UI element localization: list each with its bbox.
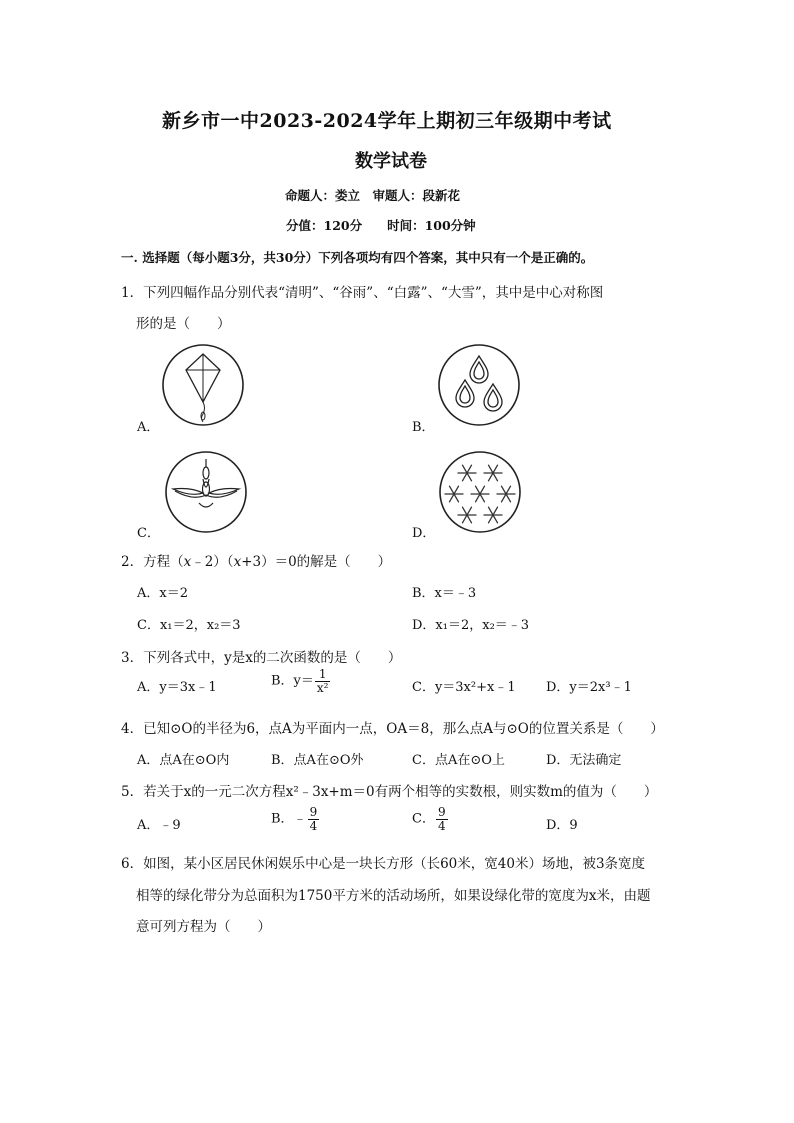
q1-option-a-label: A． [137,420,160,435]
q6-stem-line1: 6．如图，某小区居民休闲娱乐中心是一块长方形（长60米，宽40米）场地，被3条宽度 [121,856,646,872]
q2-option-a: A．x＝2 [137,586,188,601]
q5-option-b: B．﹣ $\frac{9}{4}$ [271,805,318,833]
q5-stem: 5．若关于x的一元二次方程x²﹣3x+m＝0有两个相等的实数根，则实数m的值为（ ） [121,784,658,800]
section-heading: 一. 选择题（每小题3分，共30分）下列各项均有四个答案，其中只有一个是正确的。 [121,250,594,265]
exam-title: 新乡市一中2023-2024学年上期初三年级期中考试 [162,110,612,132]
q1-option-d-label: D． [412,526,436,541]
q3-option-a: A．y＝3x﹣1 [137,680,217,695]
q5-option-c: C． $\frac{9}{4}$ [412,805,446,833]
q1-stem-line1: 1．下列四幅作品分别代表“清明”、“谷雨”、“白露”、“大雪”，其中是中心对称图 [121,285,604,301]
q4-option-c: C．点A在⊙O上 [412,753,505,768]
exam-score-time: 分值：120分 时间：100分钟 [286,218,476,233]
q5-option-c-fraction: $\frac{9}{4}$ [437,805,446,833]
q3-option-b-fraction: $\frac{1}{\text{x²}}$ [316,667,329,695]
q5-option-a: A．﹣9 [137,818,181,833]
q5-option-b-fraction: $\frac{9}{4}$ [309,805,318,833]
q1-stem-line2: 形的是（ ） [136,316,231,332]
bird-icon [163,449,249,535]
snowflakes-icon [437,449,523,535]
kite-icon [160,342,246,428]
raindrops-icon [436,342,522,428]
q1-option-c-label: C． [137,526,160,541]
q3-option-d: D．y＝2x³﹣1 [546,680,632,695]
q3-option-c: C．y＝3x²+x﹣1 [412,680,516,695]
q2-option-b: B．x＝﹣3 [412,586,477,601]
exam-subtitle: 数学试卷 [355,151,427,172]
q3-option-b: B．y＝ $\frac{1}{\text{x²}}$ [271,667,329,695]
q4-stem: 4．已知⊙O的半径为6，点A为平面内一点，OA＝8，那么点A与⊙O的位置关系是（ ） [121,721,664,737]
q2-option-c: C．x₁＝2，x₂＝3 [137,618,241,633]
q4-option-a: A．点A在⊙O内 [137,753,230,768]
q4-option-d: D．无法确定 [546,753,622,768]
exam-authors: 命题人：娄立 审题人：段新花 [285,188,461,203]
q4-option-b: B．点A在⊙O外 [271,753,364,768]
q1-option-b-label: B． [412,420,435,435]
q5-option-d: D．9 [546,818,578,833]
q2-stem: 2．方程（x﹣2）（x+3）＝0的解是（ ） [121,554,392,570]
q3-stem: 3．下列各式中，y是x的二次函数的是（ ） [121,650,402,666]
q6-stem-line2: 相等的绿化带分为总面积为1750平方米的活动场所，如果设绿化带的宽度为x米，由题 [136,888,651,904]
q6-stem-line3: 意可列方程为（ ） [136,919,271,935]
q2-option-d: D．x₁＝2，x₂＝﹣3 [412,618,530,633]
